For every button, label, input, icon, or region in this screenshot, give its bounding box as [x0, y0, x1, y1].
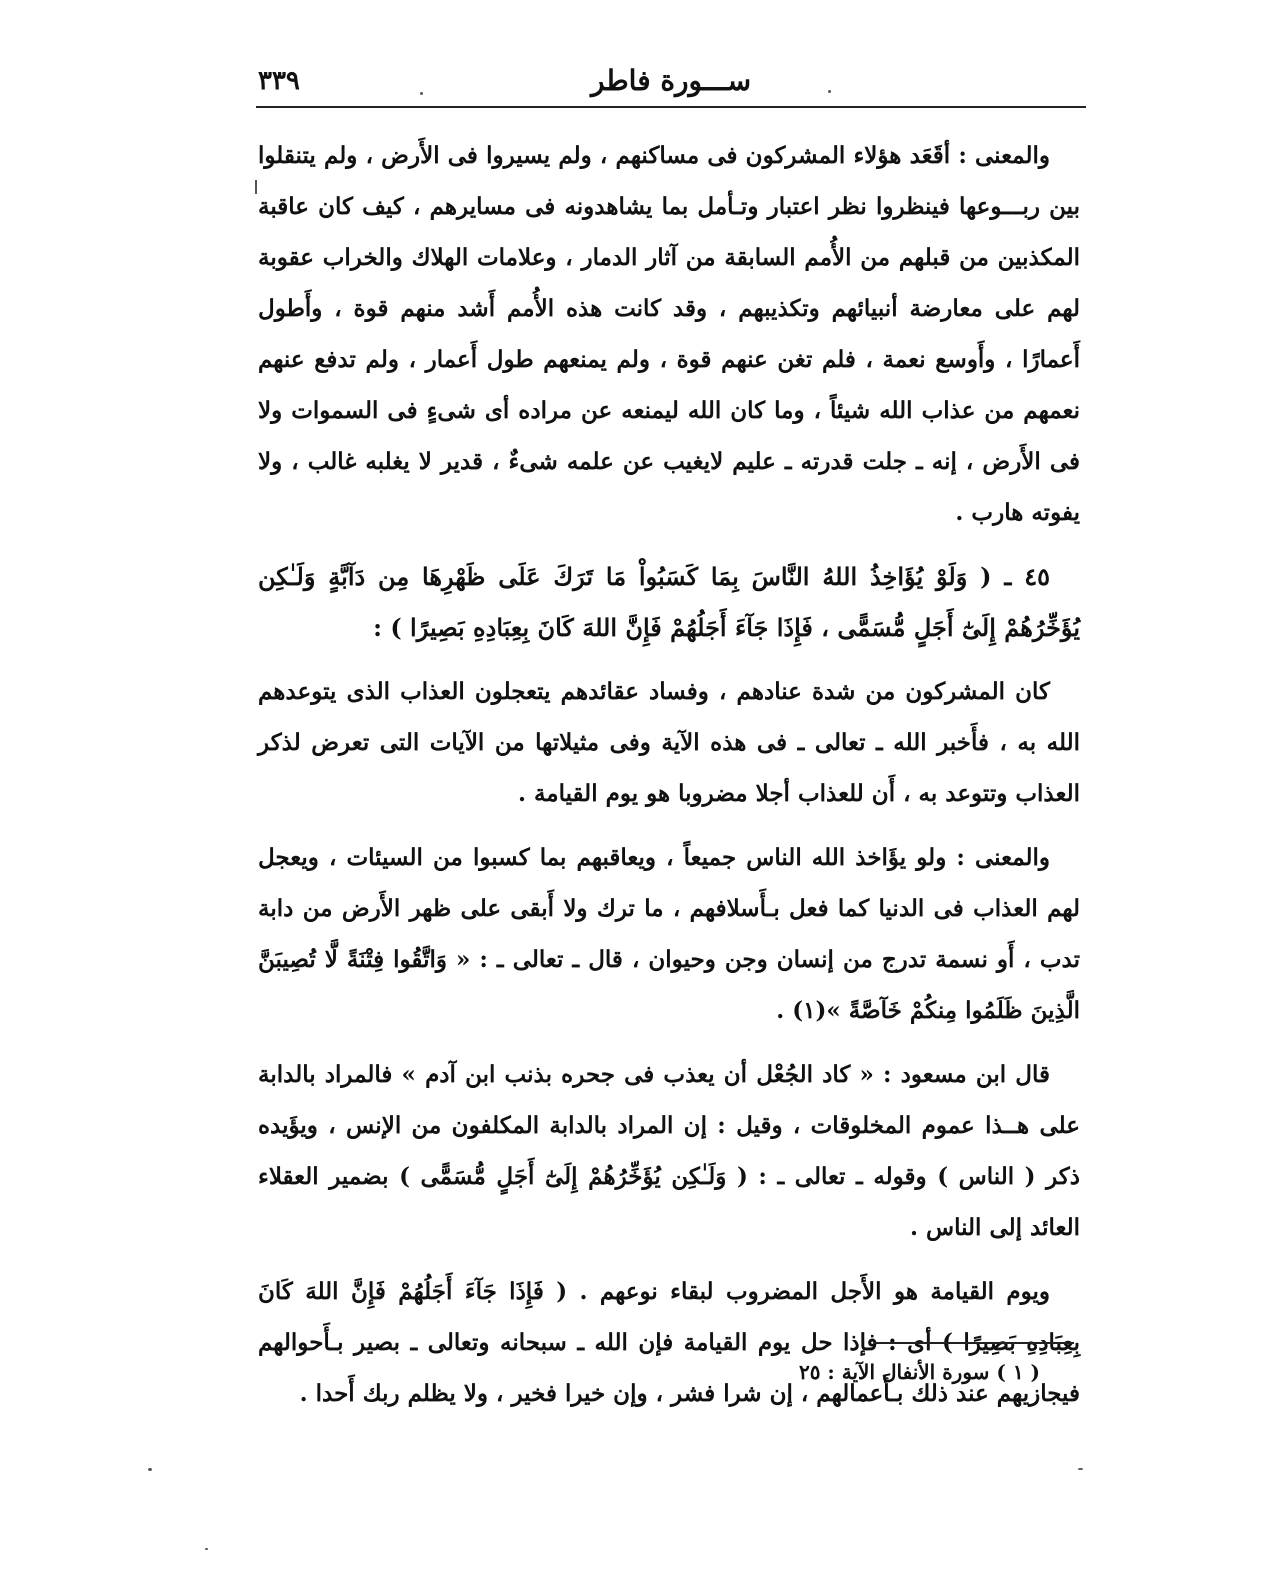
paragraph-ibn-masud: قال ابن مسعود : « كاد الجُعْل أن يعذب فى جحره بذنب ابن آدم » فالمراد بالدابة على هــذا عموم المخلوقات ، وقيل : إن المراد بالدابة المكلفون من الإنس ، ويؤَيده ذكر ( الناس ) وقوله ـ تعالى ـ : ( وَلَـٰكِن يُؤَخِّرُهُمْ إِلَىٰٓ أَجَلٍ مُّسَمًّى ) بضمير العقلاء العائد إلى الناس .	[258, 1061, 1080, 1241]
footnote: ( ١ ) سورة الأنفال الآية : ٢٥	[798, 1360, 1040, 1384]
verse-45: ٤٥ ـ ( وَلَوْ يُؤَاخِذُ اللهُ النَّاسَ بِمَا كَسَبُواْ مَا تَرَكَ عَلَى ظَهْرِهَا مِن دَآبَّةٍ وَلَـٰكِن يُؤَخِّرُهُمْ إِلَىٰٓ أَجَلٍ مُّسَمًّى ، فَإِذَا جَآءَ أَجَلُهُمْ فَإِنَّ اللهَ كَانَ بِعِبَادِهِ بَصِيرًا ) :	[258, 562, 1080, 642]
header-rule	[256, 106, 1086, 108]
page-header	[258, 64, 1084, 104]
paragraph-meaning-2: والمعنى : ولو يؤَاخذ الله الناس جميعاً ، ويعاقبهم بما كسبوا من السيئات ، ويعجل لهم العذاب فى الدنيا كما فعل بـأَسلافهم ، ما ترك ولا أَبقى على ظهر الأَرض من دابة تدب ، أَو نسمة تدرج من إنسان وجن وحيوان ، قال ـ تعالى ـ : « وَاتَّقُوا فِتْنَةً لَّا تُصِيبَنَّ الَّذِينَ ظَلَمُوا مِنكُمْ خَآصَّةً »(١) .	[258, 844, 1080, 1024]
footnote-rule	[874, 1342, 1074, 1344]
paragraph-commentary: كان المشركون من شدة عنادهم ، وفساد عقائدهم يتعجلون العذاب الذى يتوعدهم الله به ، فأَخبر الله ـ تعالى ـ فى هذه الآية وفى مثيلاتها من الآيات التى تعرض لذكر العذاب وتتوعد به ، أَن للعذاب أجلا مضروبا هو يوم القيامة .	[258, 678, 1080, 807]
paragraph-meaning-1: والمعنى : أقَعَد هؤلاء المشركون فى مساكنهم ، ولم يسيروا فى الأَرض ، ولم يتنقلوا بين ربـــوعها فينظروا نظر اعتبار وتـأمل بما يشاهدونه فى مسايرهم ، كيف كان عاقبة المكذبين من قبلهم من الأُمم السابقة من آثار الدمار ، وعلامات الهلاك والخراب عقوبة لهم على معارضة أنبيائهم وتكذيبهم ، وقد كانت هذه الأُمم أَشد منهم قوة ، وأَطول أَعمارًا ، وأَوسع نعمة ، فلم تغن عنهم قوة ، ولم يمنعهم طول أَعمار ، ولم تدفع عنهم نعمهم من عذاب الله شيئاً ، وما كان الله ليمنعه عن مراده أى شىءٍ فى السموات ولا فى الأَرض ، إنه ـ جلت قدرته ـ عليم لايغيب عن علمه شىءٌ ، قدير لا يغلبه غالب ، ولا يفوته هارب .	[258, 142, 1080, 526]
body-text	[258, 130, 1080, 1432]
page-number: ٣٣٩	[258, 66, 300, 96]
paragraph-day-of-judgment: ويوم القيامة هو الأَجل المضروب لبقاء نوعهم . ( فَإِذَا جَآءَ أَجَلُهُمْ فَإِنَّ اللهَ كَانَ بِعِبَادِهِ بَصِيرًا ) أى : فإذا حل يوم القيامة فإن الله ـ سبحانه وتعالى ـ بصير بـأَحوالهم فيجازيهم عند ذلك بـأَعمالهم ، إن شرا فشر ، وإن خيرا فخير ، ولا يظلم ربك أَحدا .	[258, 1278, 1080, 1407]
running-title: ســـورة فاطر	[590, 64, 752, 97]
